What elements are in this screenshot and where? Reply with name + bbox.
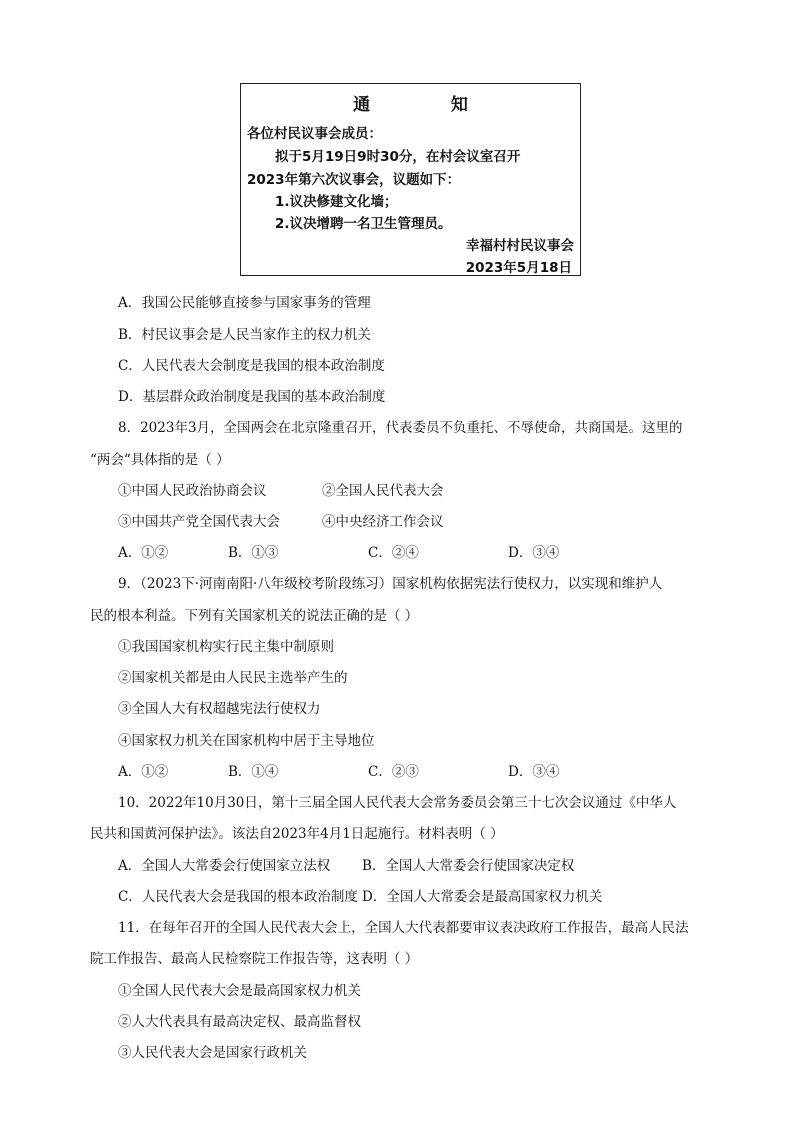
q9-stem-line1: 9．（2023下·河南南阳·八年级校考阶段练习）国家机构依据宪法行使权力，以实现和维护人: [118, 576, 663, 592]
notice-box: [240, 83, 581, 276]
q7-option-a: A．我国公民能够直接参与国家事务的管理: [118, 295, 371, 311]
notice-body-line2: 2023年第六次议事会，议题如下：: [247, 172, 461, 188]
notice-date: 2023年5月18日: [465, 260, 572, 276]
q9-statement-1: ①我国国家机构实行民主集中制原则: [118, 639, 334, 655]
q8-choice-a: A．①②: [118, 545, 169, 561]
q7-option-b: B．村民议事会是人民当家作主的权力机关: [118, 327, 371, 343]
q11-statement-2: ②人大代表具有最高决定权、最高监督权: [118, 1014, 361, 1030]
q8-statement-2: ②全国人民代表大会: [322, 483, 444, 499]
notice-body-line1: 拟于5月19日9时30分，在村会议室召开: [275, 149, 521, 165]
q10-stem-line2: 民共和国黄河保护法》。该法自2023年4月1日起施行。材料表明（ ）: [90, 826, 504, 842]
q9-stem-line2: 民的根本利益。下列有关国家机关的说法正确的是（ ）: [90, 608, 419, 624]
q11-statement-3: ③人民代表大会是国家行政机关: [118, 1045, 307, 1061]
q8-statement-3: ③中国共产党全国代表大会: [118, 514, 280, 530]
q11-stem-line1: 11．在每年召开的全国人民代表大会上，全国人大代表都要审议表决政府工作报告，最高人民法: [118, 920, 689, 936]
q10-choice-a: A．全国人大常委会行使国家立法权: [118, 858, 331, 874]
notice-item2: 2.议决增聘一名卫生管理员。: [275, 216, 452, 232]
notice-item1: 1.议决修建文化墙；: [275, 194, 398, 210]
q9-statement-4: ④国家权力机关在国家机构中居于主导地位: [118, 733, 375, 749]
q11-statement-1: ①全国人民代表大会是最高国家权力机关: [118, 983, 361, 999]
q8-stem-line2: “两会“具体指的是（ ）: [90, 452, 230, 468]
q9-choice-a: A．①②: [118, 764, 169, 780]
q9-choice-c: C．②③: [368, 764, 419, 780]
q10-choice-d: D．全国人大常委会是最高国家权力机关: [362, 889, 603, 905]
notice-salutation: 各位村民议事会成员：: [247, 126, 382, 142]
notice-signer: 幸福村村民议事会: [466, 238, 574, 254]
q8-choice-c: C．②④: [368, 545, 419, 561]
notice-title: 通 知: [353, 95, 506, 115]
q8-statement-4: ④中央经济工作会议: [322, 514, 444, 530]
q8-statement-1: ①中国人民政治协商会议: [118, 483, 267, 499]
q8-choice-d: D．③④: [508, 545, 560, 561]
q10-choice-c: C．人民代表大会是我国的根本政治制度: [118, 889, 358, 905]
q9-statement-2: ②国家机关都是由人民民主选举产生的: [118, 670, 348, 686]
q8-choice-b: B．①③: [228, 545, 279, 561]
q9-choice-b: B．①④: [228, 764, 279, 780]
q7-option-c: C．人民代表大会制度是我国的根本政治制度: [118, 358, 385, 374]
q9-choice-d: D．③④: [508, 764, 560, 780]
q9-statement-3: ③全国人大有权超越宪法行使权力: [118, 701, 321, 717]
q11-stem-line2: 院工作报告、最高人民检察院工作报告等，这表明（ ）: [90, 951, 419, 967]
q8-stem-line1: 8．2023年3月，全国两会在北京隆重召开，代表委员不负重托、不辱使命，共商国是。这里的: [118, 420, 683, 436]
q10-stem-line1: 10．2022年10月30日，第十三届全国人民代表大会常务委员会第三十七次会议通过《中华人: [118, 795, 677, 811]
q10-choice-b: B．全国人大常委会行使国家决定权: [362, 858, 575, 874]
q7-option-d: D．基层群众政治制度是我国的基本政治制度: [118, 389, 386, 405]
